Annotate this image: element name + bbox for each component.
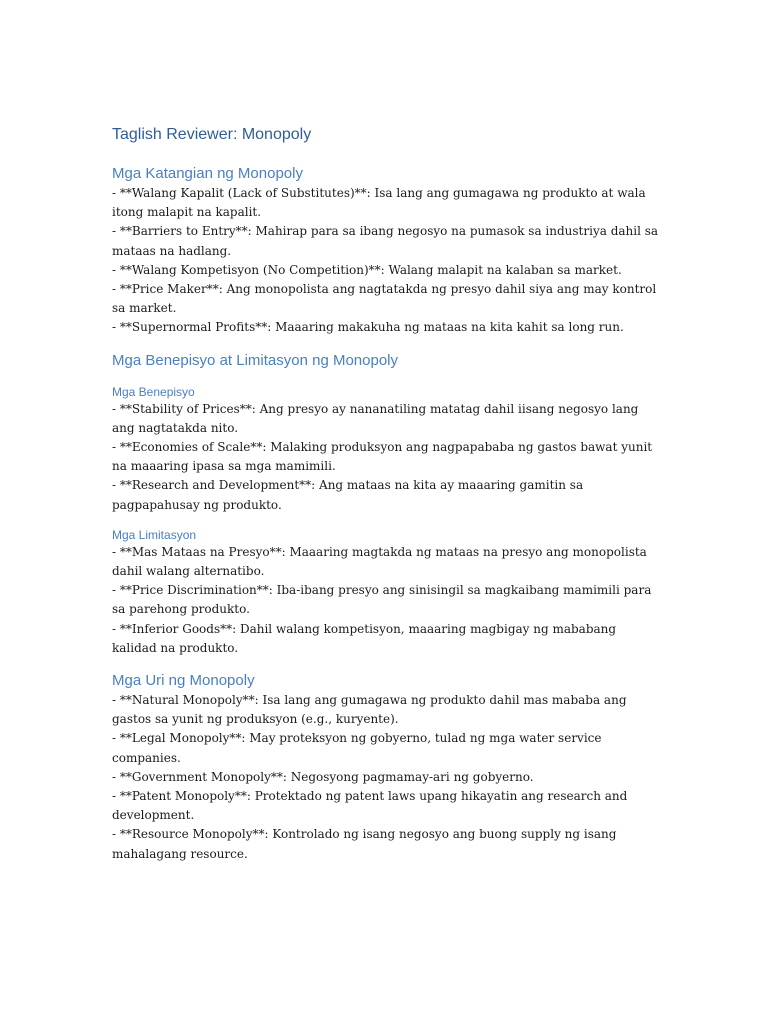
spacer — [112, 658, 660, 671]
spacer — [112, 338, 660, 351]
list-item: - **Natural Monopoly**: Isa lang ang gumagawa ng produkto dahil mas mababa ang gastos sa yunit ng produksyon (e.g., kuryente). — [112, 693, 627, 727]
list-item: - **Stability of Prices**: Ang presyo ay nananatiling matatag dahil iisang negosyo lang ang nagtatakda nito. — [112, 401, 639, 435]
list-item: - **Resource Monopoly**: Kontrolado ng isang negosyo ang buong supply ng isang mahalagang resource. — [112, 827, 617, 861]
list-item: - **Legal Monopoly**: May proteksyon ng gobyerno, tulad ng mga water service companies. — [112, 731, 602, 765]
subsection-heading-limitasyon: Mga Limitasyon — [112, 527, 197, 542]
section-heading-uri: Mga Uri ng Monopoly — [112, 672, 255, 690]
list-item: - **Walang Kompetisyon (No Competition)**: Walang malapit na kalaban sa market. — [112, 262, 622, 277]
list-item: - **Patent Monopoly**: Protektado ng patent laws upang hikayatin ang research and development. — [112, 789, 628, 823]
list-item: - **Price Discrimination**: Iba-ibang presyo ang sinisingil sa magkaibang mamimili para sa parehong produkto. — [112, 583, 652, 617]
spacer — [112, 515, 660, 527]
list-item: - **Supernormal Profits**: Maaaring makakuha ng mataas na kita kahit sa long run. — [112, 320, 624, 335]
bullet-list-katangian — [112, 184, 660, 338]
document-title: Taglish Reviewer: Monopoly — [112, 126, 312, 143]
bullet-list-uri — [112, 691, 660, 864]
bullet-list-benepisyo — [112, 400, 660, 515]
list-item: - **Price Maker**: Ang monopolista ang nagtatakda ng presyo dahil siya ang may kontrol sa market. — [112, 282, 657, 316]
section-heading-benepisyo-limitasyon: Mga Benepisyo at Limitasyon ng Monopoly — [112, 351, 398, 369]
spacer — [112, 371, 660, 384]
list-item: - **Barriers to Entry**: Mahirap para sa ibang negosyo na pumasok sa industriya dahil sa mataas na hadlang. — [112, 224, 659, 258]
list-item: - **Research and Development**: Ang mataas na kita ay maaaring gamitin sa pagpapahusay ng produkto. — [112, 478, 584, 512]
document-page — [112, 124, 660, 864]
list-item: - **Mas Mataas na Presyo**: Maaaring magtakda ng mataas na presyo ang monopolista dahil walang alternatibo. — [112, 544, 647, 579]
section-heading-katangian: Mga Katangian ng Monopoly — [112, 165, 303, 182]
subsection-heading-benepisyo: Mga Benepisyo — [112, 384, 195, 399]
bullet-list-limitasyon — [112, 543, 660, 658]
list-item: - **Government Monopoly**: Negosyong pagmamay-ari ng gobyerno. — [112, 769, 534, 784]
list-item: - **Inferior Goods**: Dahil walang kompetisyon, maaaring magbigay ng mababang kalidad na produkto. — [112, 621, 617, 655]
list-item: - **Economies of Scale**: Malaking produksyon ang nagpapababa ng gastos bawat yunit na maaaring ipasa sa mga mamimili. — [112, 440, 653, 474]
list-item: - **Walang Kapalit (Lack of Substitutes)**: Isa lang ang gumagawa ng produkto at wala itong malapit na kapalit. — [112, 186, 646, 220]
